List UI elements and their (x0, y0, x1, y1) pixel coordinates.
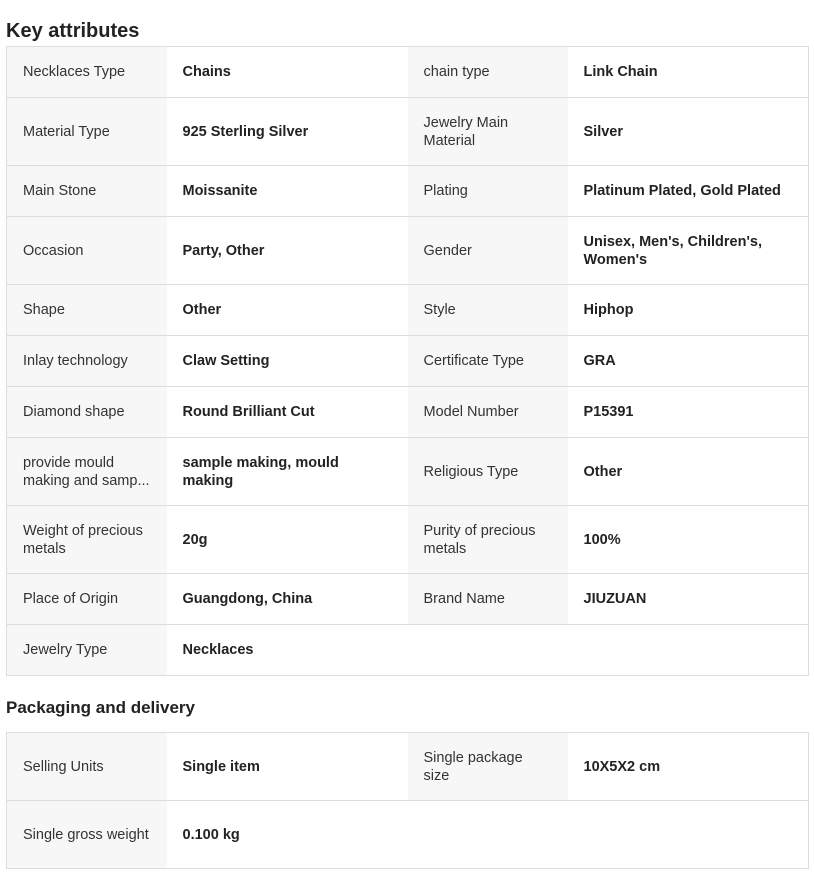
attribute-key: Selling Units (7, 733, 167, 801)
attribute-key: Model Number (408, 387, 568, 438)
attribute-value: sample making, mould making (167, 438, 408, 506)
attribute-row (7, 733, 809, 801)
attribute-value: Single item (167, 733, 408, 801)
attribute-key: Single gross weight (7, 801, 167, 869)
attribute-key: Jewelry Main Material (408, 98, 568, 166)
attribute-key: Shape (7, 285, 167, 336)
attribute-key: Plating (408, 166, 568, 217)
attribute-value: Unisex, Men's, Children's, Women's (568, 217, 809, 285)
attribute-key: Gender (408, 217, 568, 285)
attribute-key: Certificate Type (408, 336, 568, 387)
attribute-value: Party, Other (167, 217, 408, 285)
attribute-key: Weight of precious metals (7, 506, 167, 574)
attribute-row (7, 98, 809, 166)
attribute-row (7, 336, 809, 387)
attribute-row (7, 285, 809, 336)
attribute-value: Link Chain (568, 47, 809, 98)
attribute-value: Moissanite (167, 166, 408, 217)
key-attributes-header (6, 0, 808, 46)
attribute-value: Other (167, 285, 408, 336)
attribute-value: 20g (167, 506, 408, 574)
attribute-value: Round Brilliant Cut (167, 387, 408, 438)
empty-cell (568, 801, 809, 869)
attribute-value: P15391 (568, 387, 809, 438)
empty-cell (408, 801, 568, 869)
attribute-value: Platinum Plated, Gold Plated (568, 166, 809, 217)
attribute-value: Silver (568, 98, 809, 166)
packaging-title: Packaging and delivery (6, 698, 195, 717)
attribute-value: JIUZUAN (568, 574, 809, 625)
attribute-value: Claw Setting (167, 336, 408, 387)
attribute-key: Occasion (7, 217, 167, 285)
attribute-key: Necklaces Type (7, 47, 167, 98)
attribute-row (7, 166, 809, 217)
attribute-value: 925 Sterling Silver (167, 98, 408, 166)
attribute-value: 10X5X2 cm (568, 733, 809, 801)
attribute-row (7, 574, 809, 625)
attribute-value: Other (568, 438, 809, 506)
attribute-row (7, 625, 809, 676)
attribute-key: Jewelry Type (7, 625, 167, 676)
attribute-key: Place of Origin (7, 574, 167, 625)
key-attributes-table (6, 46, 809, 676)
packaging-table (6, 732, 809, 869)
attribute-row (7, 506, 809, 574)
empty-cell (568, 625, 809, 676)
attribute-key: Material Type (7, 98, 167, 166)
attribute-key-text: provide mould making and samp... (23, 454, 150, 489)
attribute-row (7, 801, 809, 869)
attribute-key: Purity of precious metals (408, 506, 568, 574)
attribute-value: Guangdong, China (167, 574, 408, 625)
attribute-key: Style (408, 285, 568, 336)
packaging-header (6, 676, 808, 732)
attribute-value: Chains (167, 47, 408, 98)
key-attributes-title: Key attributes (6, 20, 140, 42)
attribute-key: Diamond shape (7, 387, 167, 438)
attribute-row (7, 438, 809, 506)
attribute-value: 100% (568, 506, 809, 574)
attribute-key: Main Stone (7, 166, 167, 217)
empty-cell (408, 625, 568, 676)
attribute-key: Brand Name (408, 574, 568, 625)
attribute-key: Inlay technology (7, 336, 167, 387)
attribute-row (7, 47, 809, 98)
attribute-value: Hiphop (568, 285, 809, 336)
attribute-key: chain type (408, 47, 568, 98)
attribute-value: Necklaces (167, 625, 408, 676)
attribute-key: Single package size (408, 733, 568, 801)
attribute-key: Religious Type (408, 438, 568, 506)
attribute-key (7, 438, 167, 506)
attribute-value: 0.100 kg (167, 801, 408, 869)
attribute-row (7, 217, 809, 285)
attribute-row (7, 387, 809, 438)
attribute-value: GRA (568, 336, 809, 387)
